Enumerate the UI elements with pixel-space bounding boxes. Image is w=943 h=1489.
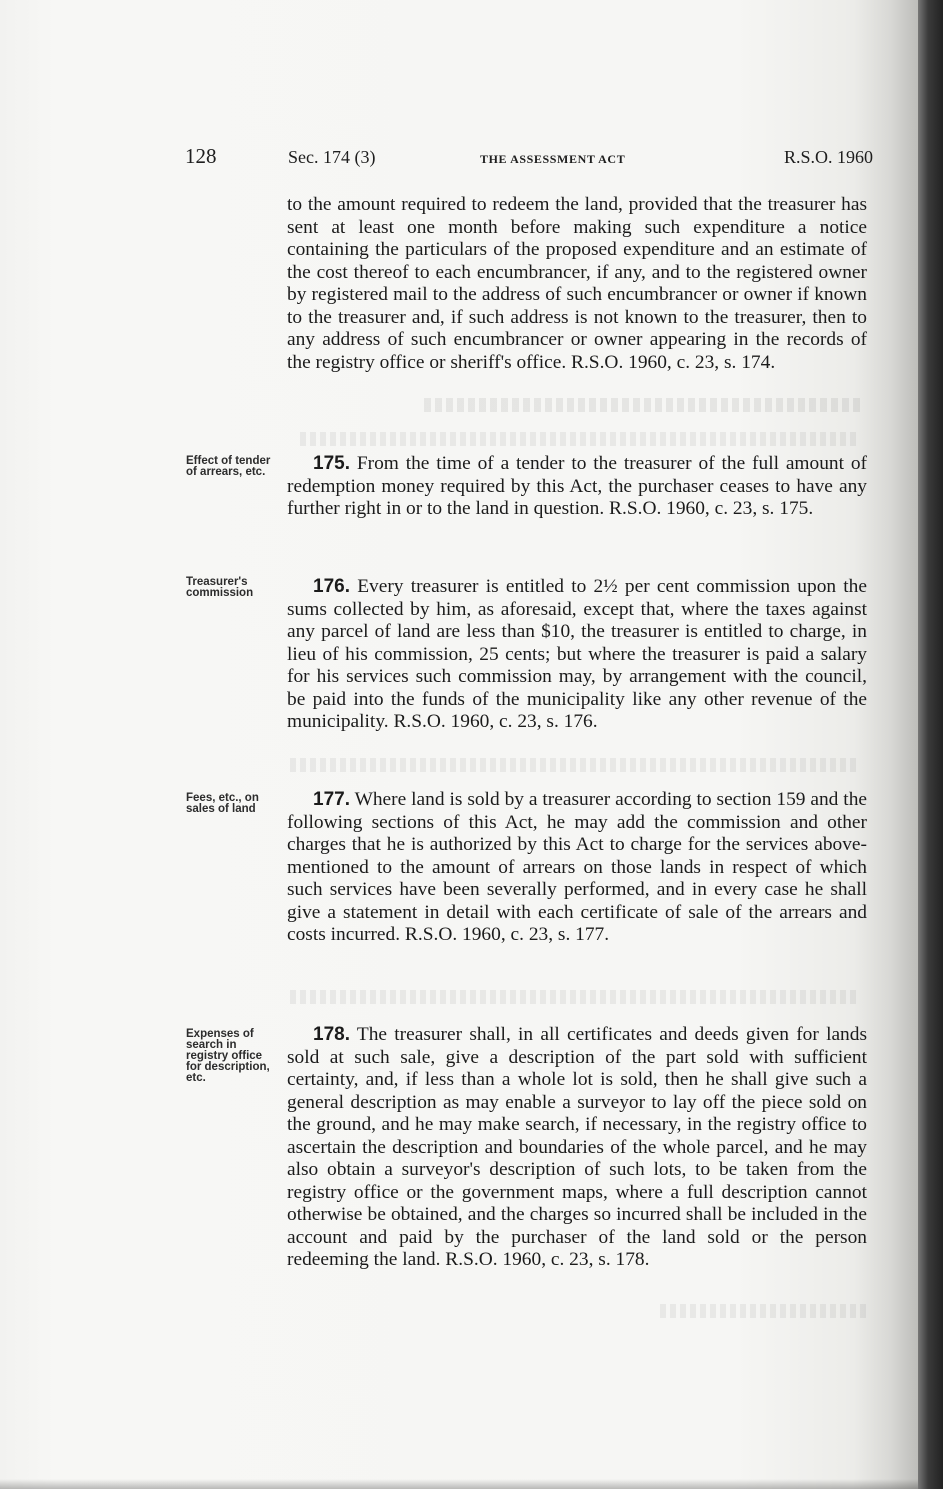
page-number: 128 — [185, 144, 217, 168]
paragraph-text: Where land is sold by a treasurer according to section 159 and the following sections of this Act, he may add the commission and other charges that he is authorized by this Act to charge for the services above-mentioned to the amount of arrears on those lands in respect of which such services have been severally performed, and in every case he shall give a statement in detail with each certificate of sale of the arrears and costs incurred. R.S.O. 1960, c. 23, s. 177. — [287, 789, 867, 945]
section-number: 177. — [313, 789, 350, 810]
continuation-paragraph — [287, 194, 867, 374]
side-note: Effect of tender of arrears, etc. — [186, 455, 271, 478]
section-paragraph — [287, 453, 867, 521]
bleed-through-line — [290, 758, 860, 772]
paragraph-text: From the time of a tender to the treasurer of the full amount of redemption money required by this Act, the purchaser ceases to have any further right in or to the land in question. R.S.O. 1960, c. 23, s. 175. — [287, 453, 867, 519]
side-note: Expenses of search in registry office for description, etc. — [186, 1028, 270, 1084]
act-title: THE ASSESSMENT ACT — [480, 152, 626, 166]
section-number: 176. — [313, 576, 350, 597]
bleed-through-line — [420, 398, 860, 412]
bleed-through-line — [660, 1304, 870, 1318]
paragraph-text: The treasurer shall, in all certificates and deeds given for lands sold at such sale, give a description of the part sold with sufficient certainty, and, if less than a whole lot is sold, then he shall give such a general description as may enable a surveyor to lay off the piece sold on the ground, and he may make search, if necessary, in the registry office to ascertain the description and boundaries of the whole parcel, and he may also obtain a surveyor's description of such lots, to be taken from the registry office or the government maps, where a full description cannot otherwise be obtained, and the charges so incurred shall be included in the account and paid by the purchaser of the land sold or the person redeeming the land. R.S.O. 1960, c. 23, s. 178. — [287, 1024, 867, 1270]
section-number: 175. — [313, 453, 350, 474]
section-reference: Sec. 174 (3) — [288, 147, 376, 167]
section-paragraph — [287, 789, 867, 947]
side-note: Fees, etc., on sales of land — [186, 792, 259, 815]
running-header — [185, 144, 873, 172]
section-paragraph — [287, 1024, 867, 1272]
side-note: Treasurer's commission — [186, 576, 254, 599]
statute-reference: R.S.O. 1960 — [783, 147, 873, 167]
book-spine-shadow — [918, 0, 943, 1489]
section-number: 178. — [313, 1024, 350, 1045]
bleed-through-line — [300, 432, 860, 446]
bleed-through-line — [290, 990, 860, 1004]
section-paragraph — [287, 576, 867, 734]
paragraph-text: Every treasurer is entitled to 2½ per cent commission upon the sums collected by him, as aforesaid, except that, where the taxes against any parcel of land are less than $10, the treasurer is entitled to charge, in lieu of his commission, 25 cents; but where the treasurer is paid a salary for his services such commission may, by arrangement with the council, be paid into the funds of the municipality like any other revenue of the municipality. R.S.O. 1960, c. 23, s. 176. — [287, 576, 867, 732]
paragraph-text: to the amount required to redeem the land, provided that the treasurer has sent at least one month before making such expenditure a notice containing the particulars of the proposed expenditure and an estimate of the cost thereof to each encumbrancer, if any, and to the registered owner by registered mail to the address of such encumbrancer or owner if known to the treasurer and, if such address is not known to the treasurer, then to any address of such encumbrancer or owner appearing in the records of the registry office or sheriff's office. R.S.O. 1960, c. 23, s. 174. — [287, 194, 867, 373]
